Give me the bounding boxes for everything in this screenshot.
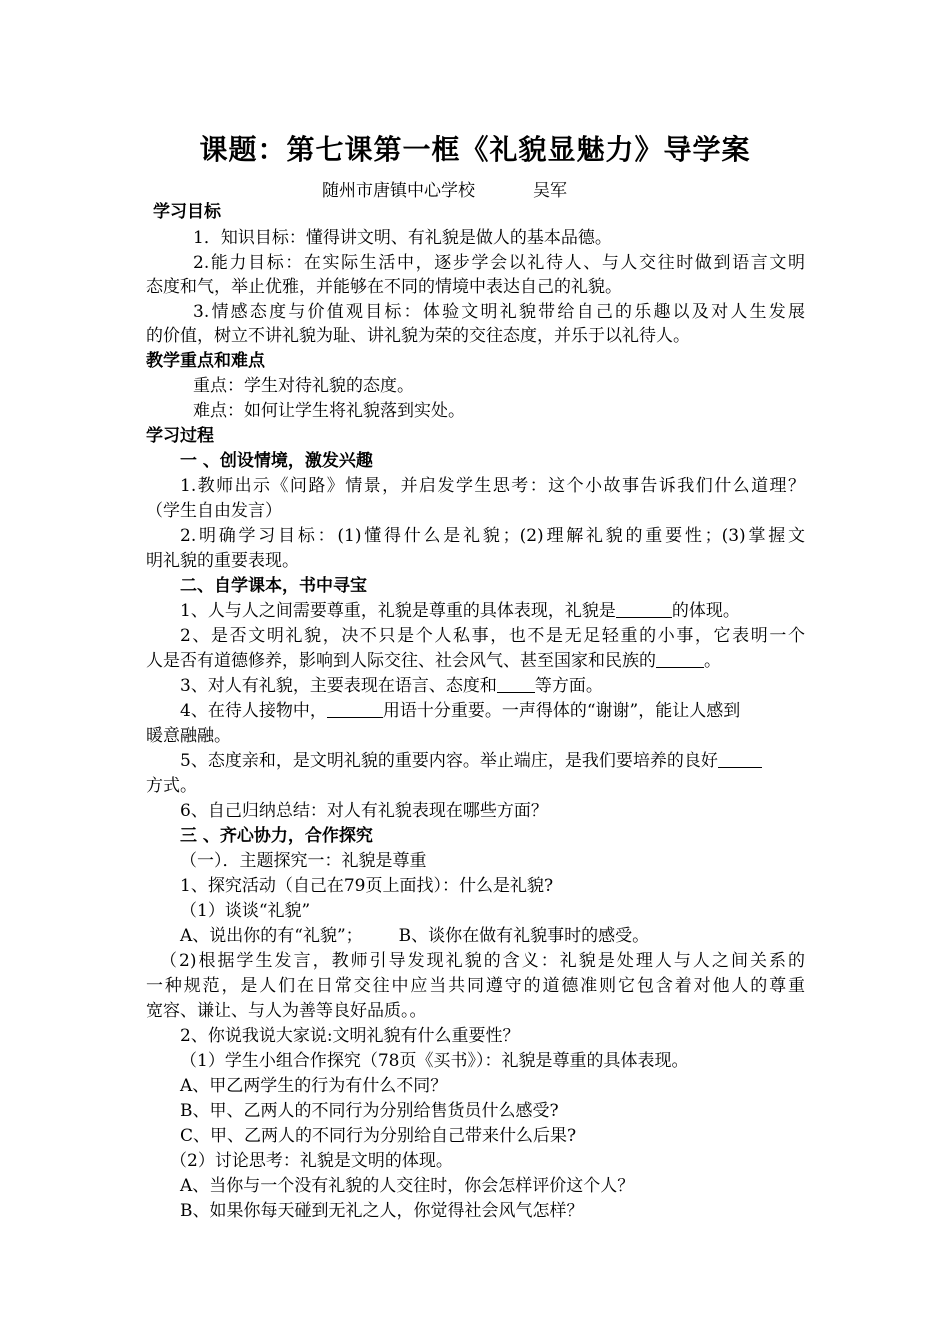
- question-5-line2: 方式。: [146, 776, 197, 796]
- objective-3-line2: 的价值，树立不讲礼貌为耻、讲礼貌为荣的交往态度，并乐于以礼待人。: [146, 326, 690, 346]
- fill-blank[interactable]: [616, 601, 672, 618]
- part-3-heading: 三 、齐心协力，合作探究: [180, 826, 373, 846]
- part-1-item-1-line1: 1.教师出示《问路》情景，并启发学生思考：这个小故事告诉我们什么道理？: [180, 476, 805, 496]
- question-b: B、甲、乙两人的不同行为分别给售货员什么感受?: [180, 1101, 559, 1121]
- option-b: B、谈你在做有礼貌事时的感受。: [398, 926, 650, 946]
- process-heading: 学习过程: [146, 426, 214, 446]
- question-4-line1: [180, 699, 740, 723]
- part-2-heading: 二、自学课本，书中寻宝: [180, 576, 367, 596]
- meaning-line1: （2)根据学生发言，教师引导发现礼貌的含义：礼貌是处理人与人之间关系的: [160, 951, 805, 971]
- meaning-line3: 宽容、谦让、与人为善等良好品质。。: [146, 1001, 427, 1021]
- key-point: 重点：学生对待礼貌的态度。: [193, 376, 414, 396]
- author-name: 吴军: [533, 181, 567, 201]
- difficult-point: 难点：如何让学生将礼貌落到实处。: [193, 401, 465, 421]
- question-5-line1: [180, 749, 762, 773]
- discussion-b: B、如果你每天碰到无礼之人，你觉得社会风气怎样？: [180, 1201, 584, 1221]
- part-1-item-2-line1: 2.明确学习目标：(1)懂得什么是礼貌；(2)理解礼貌的重要性；(3)掌握文: [180, 526, 805, 546]
- activity-2-part-1: （1）学生小组合作探究（78页《买书》）：礼貌是尊重的具体表现。: [180, 1051, 689, 1071]
- option-a: A、说出你的有“礼貌”；: [180, 926, 363, 946]
- part-1-item-2-line2: 明礼貌的重要表现。: [146, 551, 299, 571]
- discussion-a: A、当你与一个没有礼貌的人交往时，你会怎样评价这个人？: [180, 1176, 635, 1196]
- objective-3-line1: 3.情感态度与价值观目标：体验文明礼貌带给自己的乐趣以及对人生发展: [193, 302, 805, 322]
- author-line: [322, 176, 567, 201]
- question-6: 6、自己归纳总结：对人有礼貌表现在哪些方面？: [180, 801, 548, 821]
- activity-1-part-1: （1）谈谈“礼貌”: [180, 901, 311, 921]
- activity-1-options: [180, 924, 649, 948]
- objective-1: 1．知识目标：懂得讲文明、有礼貌是做人的基本品德。: [193, 228, 612, 248]
- question-2-suffix: 。: [704, 651, 721, 671]
- question-3-suffix: 等方面。: [534, 676, 603, 696]
- topic-1-heading: （一）．主题探究一：礼貌是尊重: [180, 851, 427, 871]
- part-1-item-1-line2: （学生自由发言）: [146, 501, 282, 521]
- question-c: C、甲、乙两人的不同行为分别给自己带来什么后果?: [180, 1126, 577, 1146]
- key-points-heading: 教学重点和难点: [146, 351, 265, 371]
- school-name: 随州市唐镇中心学校: [322, 181, 475, 201]
- question-4-suffix: 用语十分重要。一声得体的“谢谢”，能让人感到: [382, 701, 741, 721]
- question-2-line2: [146, 649, 721, 673]
- activity-2-part-2: （2）讨论思考：礼貌是文明的体现。: [170, 1151, 453, 1171]
- question-2-text: 人是否有道德修养，影响到人际交往、社会风气、甚至国家和民族的: [146, 651, 656, 671]
- question-2-line1: 2、是否文明礼貌，决不只是个人私事，也不是无足轻重的小事，它表明一个: [180, 626, 805, 646]
- activity-2: 2、你说我说大家说:文明礼貌有什么重要性？: [180, 1026, 520, 1046]
- question-5-text: 5、态度亲和，是文明礼貌的重要内容。举止端庄，是我们要培养的良好: [180, 751, 718, 771]
- question-1-text: 1、人与人之间需要尊重，礼貌是尊重的具体表现，礼貌是: [180, 601, 616, 621]
- fill-blank[interactable]: [656, 651, 704, 668]
- question-1-suffix: 的体现。: [671, 601, 740, 621]
- question-3-text: 3、对人有礼貌，主要表现在语言、态度和: [180, 676, 497, 696]
- objective-2-line1: 2.能力目标：在实际生活中，逐步学会以礼待人、与人交往时做到语言文明: [193, 253, 805, 273]
- activity-1: 1、探究活动（自己在79页上面找）：什么是礼貌?: [180, 876, 554, 896]
- fill-blank[interactable]: [327, 701, 383, 718]
- question-1: [180, 599, 740, 623]
- page-title: 课题：第七课第一框《礼貌显魅力》导学案: [199, 133, 751, 166]
- question-3: [180, 674, 603, 698]
- meaning-line2: 一种规范，是人们在日常交往中应当共同遵守的道德准则它包含着对他人的尊重: [146, 976, 805, 996]
- part-1-heading: 一 、创设情境，激发兴趣: [180, 451, 373, 471]
- objective-2-line2: 态度和气，举止优雅，并能够在不同的情境中表达自己的礼貌。: [146, 277, 622, 297]
- objectives-heading: 学习目标: [153, 202, 221, 222]
- question-4-text: 4、在待人接物中，: [180, 701, 327, 721]
- fill-blank[interactable]: [718, 751, 762, 768]
- question-4-line2: 暖意融融。: [146, 726, 231, 746]
- fill-blank[interactable]: [497, 676, 535, 693]
- question-a: A、甲乙两学生的行为有什么不同？: [180, 1076, 448, 1096]
